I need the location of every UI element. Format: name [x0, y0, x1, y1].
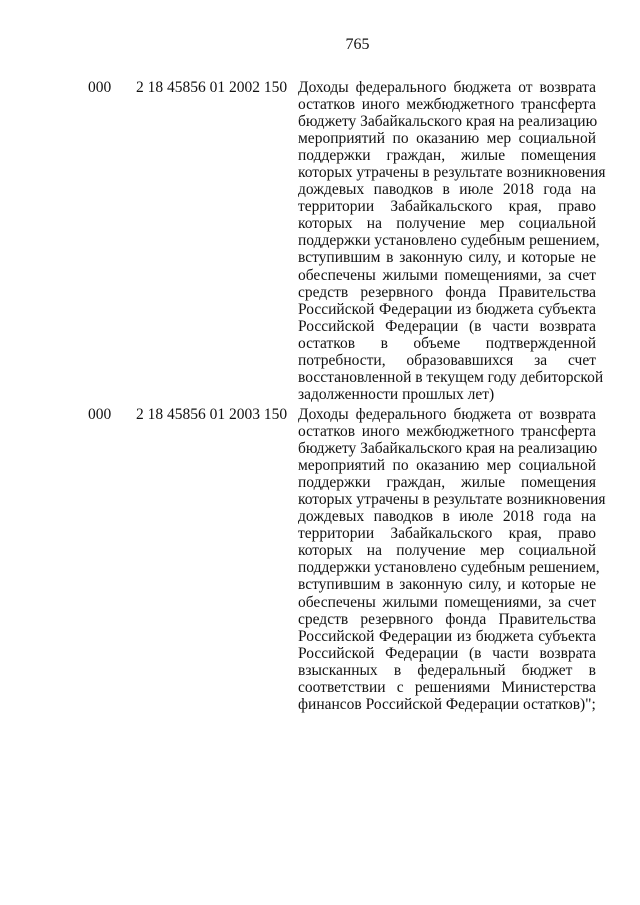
description-line: обеспечены жилыми помещениями, за счет: [298, 593, 596, 611]
description-line: Доходы федерального бюджета от возврата: [298, 406, 596, 423]
description-line: которых на получение мер социальной: [298, 215, 596, 233]
description-line: средств резервного фонда Правительства: [298, 283, 596, 301]
description-line: дождевых паводков в июле 2018 года на: [298, 508, 596, 526]
description: [298, 406, 606, 713]
description-line: дождевых паводков в июле 2018 года на: [298, 181, 596, 199]
description-line: поддержки граждан, жилые помещения: [298, 147, 596, 165]
kbk-code: 2 18 45856 01 2003 150: [136, 406, 288, 423]
description-line: поддержки установлено судебным решением,: [298, 559, 600, 577]
description-line: вступившим в законную силу, и которые не: [298, 576, 596, 594]
description-line: территории Забайкальского края, право: [298, 525, 596, 543]
description-line: задолженности прошлых лет): [298, 385, 495, 403]
description-line: средств резервного фонда Правительства: [298, 610, 596, 628]
description-line: финансов Российской Федерации остатков)";: [298, 695, 596, 713]
kbk-code: 2 18 45856 01 2002 150: [136, 79, 288, 96]
description-line: Российской Федерации (в части возврата: [298, 317, 596, 335]
description-line: которых утрачены в результате возникновения: [298, 491, 606, 509]
description-line: Российской Федерации из бюджета субъекта: [298, 300, 596, 318]
description-line: бюджету Забайкальского края на реализацию: [298, 113, 598, 131]
description-line: обеспечены жилыми помещениями, за счет: [298, 266, 596, 284]
description-line: Доходы федерального бюджета от возврата: [298, 79, 596, 96]
description-line: Российской Федерации (в части возврата: [298, 644, 596, 662]
description-line: бюджету Забайкальского края на реализацию: [298, 440, 598, 458]
description-line: остатков иного межбюджетного трансферта: [298, 423, 596, 441]
page-number: 765: [345, 36, 370, 53]
description: [298, 79, 606, 403]
description-line: потребности, образовавшихся за счет: [298, 351, 596, 369]
description-line: соответствии с решениями Министерства: [298, 678, 596, 696]
description-line: Российской Федерации из бюджета субъекта: [298, 627, 596, 645]
description-line: взысканных в федеральный бюджет в: [298, 661, 596, 679]
description-line: восстановленной в текущем году дебиторской: [298, 368, 604, 386]
description-line: вступившим в законную силу, и которые не: [298, 249, 596, 267]
description-line: которых утрачены в результате возникновения: [298, 164, 606, 182]
description-line: мероприятий по оказанию мер социальной: [298, 130, 596, 148]
admin-code: 000: [88, 406, 112, 423]
description-line: поддержки граждан, жилые помещения: [298, 474, 596, 492]
description-line: мероприятий по оказанию мер социальной: [298, 457, 596, 475]
admin-code: 000: [88, 79, 112, 96]
description-line: поддержки установлено судебным решением,: [298, 232, 600, 250]
description-line: территории Забайкальского края, право: [298, 198, 596, 216]
description-line: остатков иного межбюджетного трансферта: [298, 96, 596, 114]
description-line: остатков в объеме подтвержденной: [298, 334, 596, 352]
description-line: которых на получение мер социальной: [298, 542, 596, 560]
